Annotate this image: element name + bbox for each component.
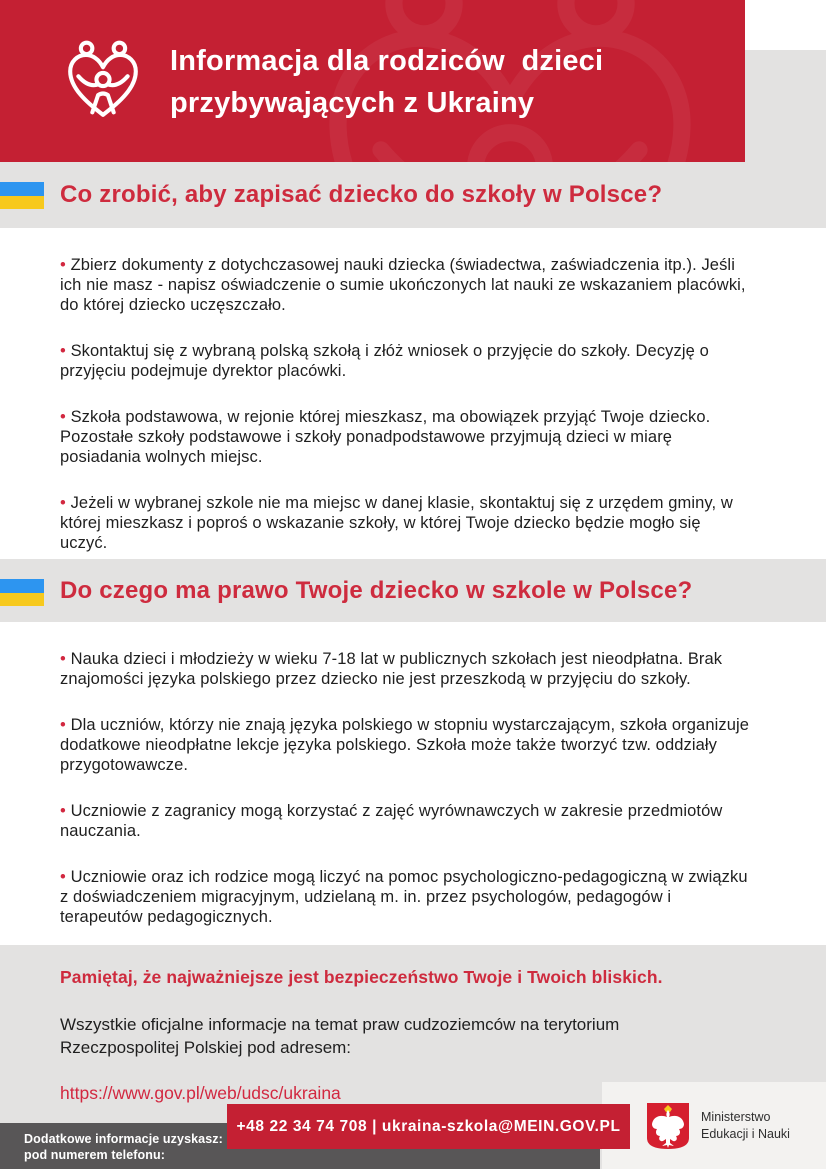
official-info-line1: Wszystkie oficjalne informacje na temat praw cudzoziemców na terytorium xyxy=(60,1015,620,1034)
ukraine-flag-icon xyxy=(0,579,44,606)
section-1-band xyxy=(0,162,826,228)
bullet-item: • Szkoła podstawowa, w rejonie której mieszkasz, ma obowiązek przyjąć Twoje dziecko. Pozostałe szkoły podstawowe i szkoły ponadpodstawowe przyjmują dzieci w miarę posiadania wolnych miejsc. xyxy=(60,407,750,467)
flag-blue-stripe xyxy=(0,579,44,593)
header xyxy=(0,0,745,162)
section-2-band xyxy=(0,559,826,622)
page-title xyxy=(170,40,603,124)
page-title-line1: Informacja dla rodziców dzieci xyxy=(170,45,604,77)
ministry-logo-box xyxy=(602,1082,826,1169)
gov-ukraine-link[interactable]: https://www.gov.pl/web/udsc/ukraina xyxy=(60,1083,341,1103)
section-1-heading: Co zrobić, aby zapisać dziecko do szkoły w Polsce? xyxy=(60,181,663,208)
family-heart-icon xyxy=(62,38,144,126)
safety-reminder-text: Pamiętaj, że najważniejsze jest bezpieczeństwo Twoje i Twoich bliskich. xyxy=(60,967,663,987)
official-info-text xyxy=(60,1013,750,1059)
poland-eagle-icon xyxy=(646,1102,690,1150)
page-title-line2: przybywających z Ukrainy xyxy=(170,87,535,119)
additional-info-line1: Dodatkowe informacje uzyskasz: xyxy=(24,1132,223,1146)
ministry-name xyxy=(701,1109,790,1142)
bullet-item: • Jeżeli w wybranej szkole nie ma miejsc w danej klasie, skontaktuj się z urzędem gminy, w której mieszkasz i poproś o wskazanie szkoły, w której Twoje dziecko będzie mogło się uczyć. xyxy=(60,493,750,553)
additional-info-line2: pod numerem telefonu: xyxy=(24,1147,165,1162)
header-corner-background xyxy=(745,50,826,162)
official-info-line2: Rzeczpospolitej Polskiej pod adresem: xyxy=(60,1038,352,1057)
section-1-content xyxy=(0,228,826,559)
ukraine-flag-icon xyxy=(0,182,44,209)
contact-bar: +48 22 34 74 708 | ukraina-szkola@MEIN.GOV.PL xyxy=(227,1104,630,1149)
bullet-item: • Nauka dzieci i młodzieży w wieku 7-18 lat w publicznych szkołach jest nieodpłatna. Brak znajomości języka polskiego przez dziecko nie jest przeszkodą w przyjęciu do szkoły. xyxy=(60,649,750,689)
flag-yellow-stripe xyxy=(0,593,44,607)
bullet-item: • Uczniowie oraz ich rodzice mogą liczyć na pomoc psychologiczno-pedagogiczną w związku z doświadczeniem migracyjnym, udzielaną m. in. przez psychologów, pedagogów i terapeutów pedagogicznych. xyxy=(60,867,750,927)
bullet-item: • Uczniowie z zagranicy mogą korzystać z zajęć wyrównawczych w zakresie przedmiotów nauczania. xyxy=(60,801,750,841)
flag-blue-stripe xyxy=(0,182,44,196)
section-2-content xyxy=(0,622,826,945)
ministry-name-line2: Edukacji i Nauki xyxy=(701,1126,790,1141)
ministry-name-line1: Ministerstwo xyxy=(701,1110,771,1124)
section-2-heading: Do czego ma prawo Twoje dziecko w szkole w Polsce? xyxy=(60,576,693,604)
bullet-item: • Zbierz dokumenty z dotychczasowej nauki dziecka (świadectwa, zaświadczenia itp.). Jeśli ich nie masz - napisz oświadczenie o sumie ukończonych lat nauki ze wskazaniem placówki, do której dziecko uczęszczało. xyxy=(60,255,750,315)
bullet-item: • Dla uczniów, którzy nie znają języka polskiego w stopniu wystarczającym, szkoła organizuje dodatkowe nieodpłatne lekcje języka polskiego. Szkoła może także tworzyć tzw. oddziały przygotowawcze. xyxy=(60,715,750,775)
flag-yellow-stripe xyxy=(0,196,44,210)
bullet-item: • Skontaktuj się z wybraną polską szkołą i złóż wniosek o przyjęcie do szkoły. Decyzję o przyjęciu podejmuje dyrektor placówki. xyxy=(60,341,750,381)
